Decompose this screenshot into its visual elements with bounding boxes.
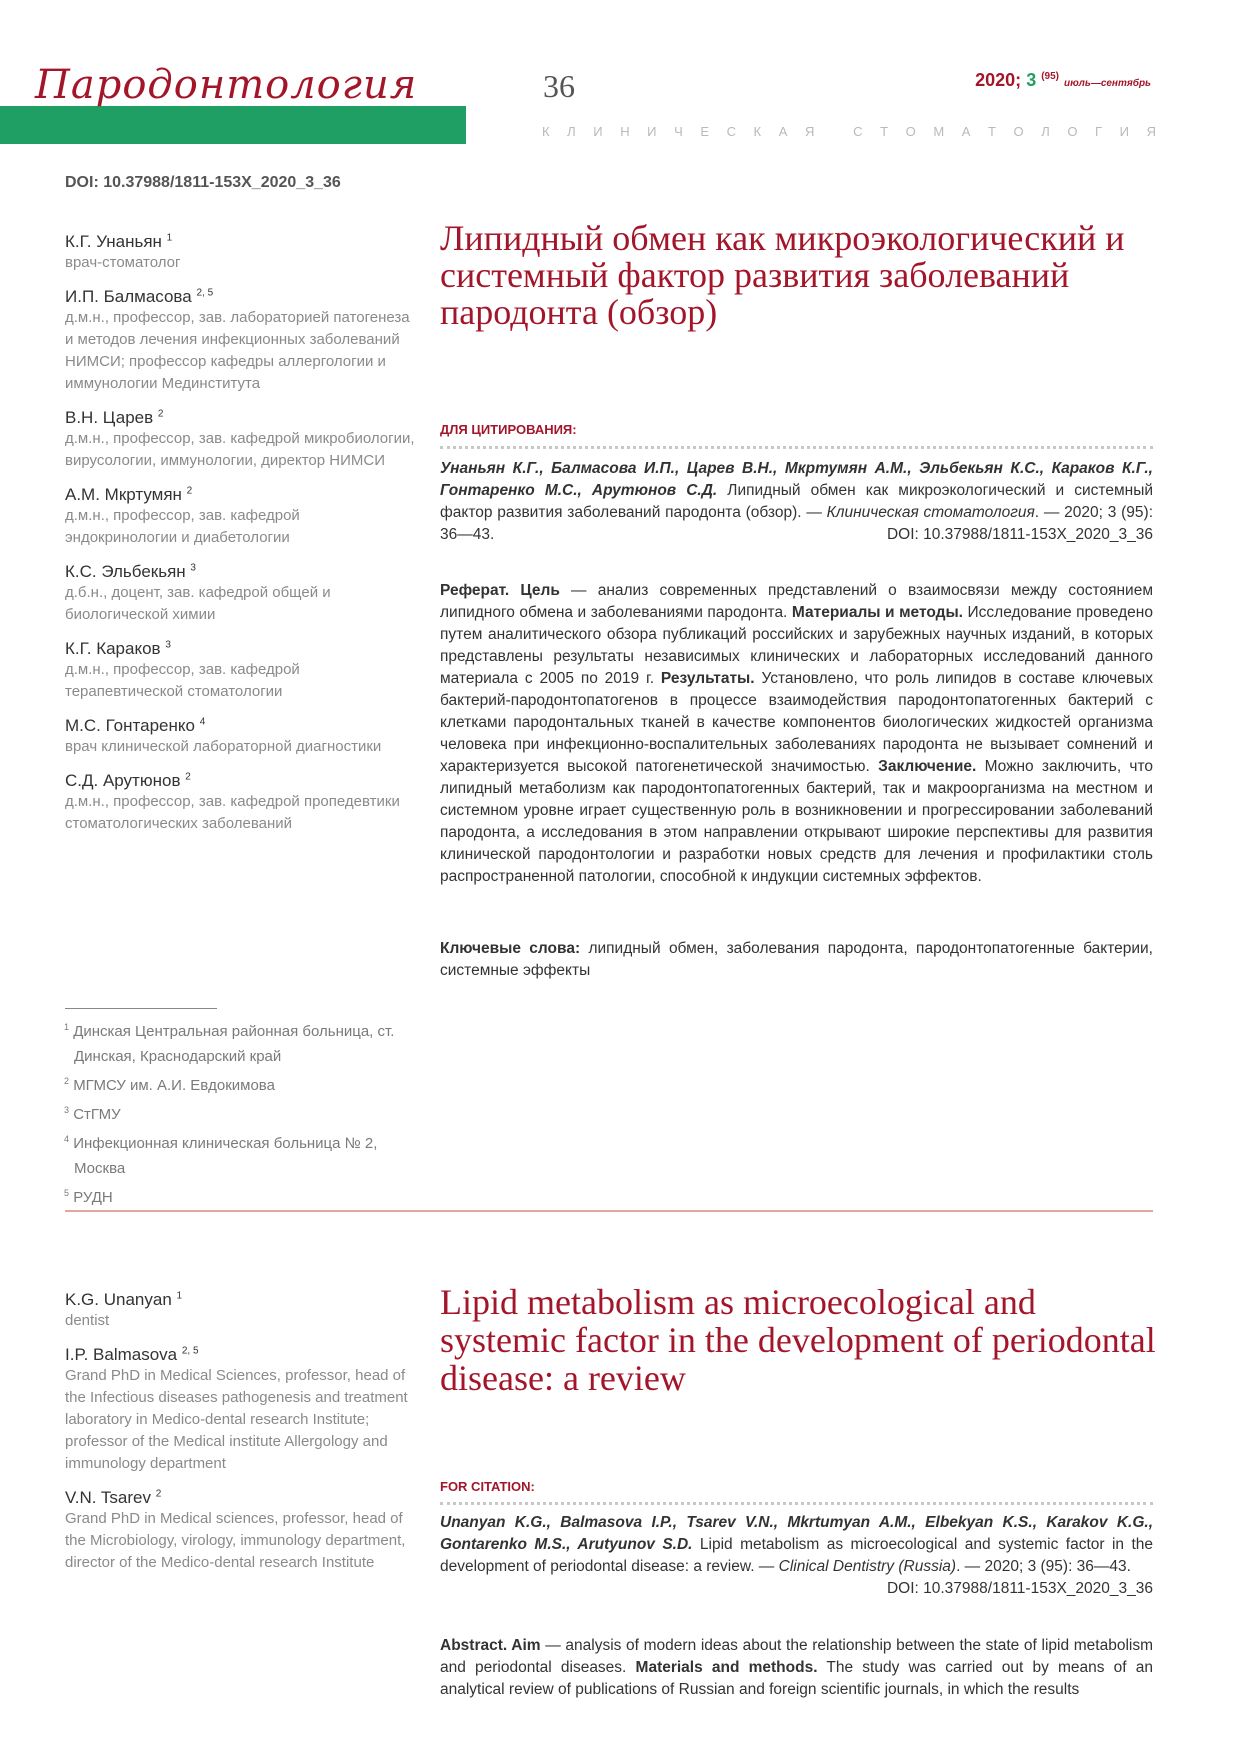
article-title-en: Lipid metabolism as microecological and systemic factor in the development of periodontal disease: a review (440, 1282, 1156, 1398)
affiliation-divider (65, 1008, 217, 1009)
affiliation-item (60, 1069, 420, 1098)
journal-name-letter: Ч (674, 124, 683, 139)
en-author-list (65, 1290, 415, 1587)
affiliation-list (60, 1015, 420, 1210)
affiliation-item (60, 1181, 420, 1210)
affiliation-item (60, 1127, 420, 1181)
journal-name-letter: Л (567, 124, 576, 139)
author-affiliation-sup: 2 (155, 1488, 162, 1500)
citation-title: Липидный обмен как микроэкологический и системный фактор развития заболеваний пародонта (обзор). — (440, 482, 1153, 521)
author-entry (65, 1290, 415, 1332)
author-name-text: С.Д. Арутюнов (65, 771, 181, 790)
author-entry (65, 1345, 415, 1475)
author-name-text: I.P. Balmasova (65, 1345, 178, 1364)
abstract-ru (440, 580, 1153, 888)
journal-name-letter: И (647, 124, 657, 139)
journal-name-letter: Т (988, 124, 996, 139)
author-affiliation-sup: 2, 5 (181, 1345, 199, 1357)
citation-authors: Унаньян К.Г., Балмасова И.П., Царев В.Н., Мкртумян А.М., Эльбекьян К.С., Караков К.Г., Гонтаренко М.С., Арутюнов С.Д. (440, 460, 1153, 499)
journal-name-letter: С (853, 124, 863, 139)
article-doi: DOI: 10.37988/1811-153X_2020_3_36 (65, 174, 341, 191)
affiliation-text: Динская Центральная районная больница, ст. Динская, Краснодарский край (73, 1023, 395, 1065)
author-name (65, 287, 415, 307)
affiliation-item (60, 1015, 420, 1069)
author-name-text: М.С. Гонтаренко (65, 716, 195, 735)
abstract-methods-label: Материалы и методы. (791, 604, 963, 621)
affiliation-sup: 4 (64, 1134, 70, 1144)
journal-name-letter: Л (1041, 124, 1050, 139)
journal-name-letter: О (905, 124, 916, 139)
cite-label-en: FOR CITATION: (440, 1479, 535, 1494)
abstract-results: Установлено, что роль липидов в составе ключевых бактерий-пародонтопатогенов в процессе взаимодействия пародонтопатогенных бактерий с клетками пародонтальных тканей в качестве компонентов биологических жидкостей организма человека при инфекционно-воспалительных заболеваниях пародонта не вызывает сомнений и характеризуется высокой патогенетической значимостью. (440, 670, 1153, 775)
abstract-aim-label: Abstract. Aim (440, 1637, 541, 1654)
author-affiliation-sup: 3 (165, 639, 171, 651)
author-role: Grand PhD in Medical sciences, professor, head of the Microbiology, virology, immunology department, director of the Medico-dental research Institute (65, 1510, 406, 1571)
affiliation-text: СтГМУ (73, 1106, 121, 1123)
author-affiliation-sup: 3 (190, 562, 196, 574)
affiliation-text: Инфекционная клиническая больница № 2, Москва (73, 1135, 378, 1177)
author-name (65, 1345, 415, 1365)
dotted-divider (440, 446, 1153, 449)
dotted-divider (440, 1502, 1153, 1505)
abstract-conclusion-label: Заключение. (878, 758, 977, 775)
journal-name-letter: Н (620, 124, 630, 139)
author-role: д.м.н., профессор, зав. кафедрой пропедевтики стоматологических заболеваний (65, 793, 400, 832)
journal-name-letter: Е (700, 124, 709, 139)
author-entry (65, 771, 415, 835)
page-number: 36 (543, 68, 575, 104)
author-name (65, 485, 415, 505)
journal-name-letter: Я (1146, 124, 1156, 139)
affiliation-item (60, 1098, 420, 1127)
author-affiliation-sup: 2 (157, 408, 164, 420)
author-name (65, 716, 415, 736)
keywords-ru (440, 938, 1153, 982)
author-entry (65, 562, 415, 626)
journal-name-letter: К (542, 124, 550, 139)
affiliation-sup: 1 (64, 1022, 70, 1032)
journal-name-letter: О (1013, 124, 1024, 139)
author-name (65, 232, 415, 252)
citation-doi: DOI: 10.37988/1811-153X_2020_3_36 (886, 526, 1153, 543)
keywords-label: Ключевые слова: (440, 940, 581, 957)
citation-tail: . — 2020; 3 (95): 36—43. (956, 1558, 1131, 1575)
author-name (65, 639, 415, 659)
author-affiliation-sup: 2, 5 (196, 287, 214, 299)
author-name-text: К.С. Эльбекьян (65, 562, 186, 581)
citation-journal: Clinical Dentistry (Russia) (778, 1558, 957, 1575)
author-role: д.м.н., профессор, зав. лабораторией патогенеза и методов лечения инфекционных заболеваний НИМСИ; профессор кафедры аллергологии и иммунологии Мединститута (65, 309, 410, 392)
affiliation-sup: 5 (64, 1188, 70, 1198)
author-role: д.м.н., профессор, зав. кафедрой терапевтической стоматологии (65, 661, 300, 700)
citation-title: Lipid metabolism as microecological and systemic factor in the development of periodontal disease: a review. — (440, 1536, 1153, 1575)
affiliation-sup: 2 (64, 1076, 70, 1086)
author-entry (65, 232, 415, 274)
author-name-text: V.N. Tsarev (65, 1488, 151, 1507)
author-role: д.м.н., профессор, зав. кафедрой микробиологии, вирусологии, иммунологии, директор НИМСИ (65, 430, 415, 469)
section-title: Пародонтология (35, 62, 418, 108)
affiliation-text: МГМСУ им. А.И. Евдокимова (73, 1077, 275, 1094)
issue-period: июль—сентябрь (1064, 78, 1151, 89)
abstract-aim: — analysis of modern ideas about the relationship between the state of lipid metabolism and periodontal diseases. (440, 1637, 1153, 1676)
issue-number: 3 (1026, 70, 1037, 90)
journal-name-letter: А (778, 124, 788, 139)
author-name-text: А.М. Мкртумян (65, 485, 182, 504)
author-entry (65, 287, 415, 395)
journal-name-letter: Г (1095, 124, 1103, 139)
author-affiliation-sup: 1 (176, 1290, 183, 1302)
author-name-text: В.Н. Царев (65, 408, 154, 427)
author-name (65, 1488, 415, 1508)
author-role: д.м.н., профессор, зав. кафедрой эндокринологии и диабетологии (65, 507, 300, 546)
issue-info (975, 70, 1151, 91)
author-entry (65, 716, 415, 758)
author-name (65, 408, 415, 428)
issue-total: (95) (1041, 71, 1060, 82)
abstract-conclusion: Можно заключить, что липидный метаболизм как пародонтопатогенных бактерий, так и макроорганизма на местном и системном уровне играет существенную роль в возникновении и прогрессировании заболеваний пародонта, а исследования в этом направлении открывают широкие перспективы для развития клинической пародонтологии и разработки новых средств для лечения и профилактики столь распространенной патологии, способной к индукции системных эффектов. (440, 758, 1153, 885)
journal-name-letter: Я (804, 124, 815, 139)
journal-name-letter: И (1119, 124, 1130, 139)
author-name-text: К.Г. Унаньян (65, 232, 162, 251)
abstract-results-label: Результаты. (660, 670, 755, 687)
author-entry (65, 1488, 415, 1574)
author-name (65, 1290, 415, 1310)
article-title-ru: Липидный обмен как микроэкологический и системный фактор развития заболеваний пародонта (обзор) (440, 218, 1125, 332)
citation-doi: DOI: 10.37988/1811-153X_2020_3_36 (886, 1580, 1153, 1597)
journal-name-letter (832, 124, 836, 139)
keywords: липидный обмен, заболевания пародонта, пародонтопатогенные бактерии, системные эффекты (440, 940, 1153, 979)
author-entry (65, 639, 415, 703)
journal-name-letter: О (1067, 124, 1078, 139)
issue-year: 2020; (975, 70, 1022, 90)
citation-tail: . — 2020; 3 (95): 36—43. (440, 504, 1153, 543)
journal-name-letter: А (961, 124, 971, 139)
abstract-en (440, 1635, 1153, 1701)
author-entry (65, 408, 415, 472)
citation-authors: Unanyan K.G., Balmasova I.P., Tsarev V.N., Mkrtumyan A.M., Elbekyan K.S., Karakov K.G., Gontarenko M.S., Arutyunov S.D. (440, 1514, 1153, 1553)
journal-name-letter: И (593, 124, 603, 139)
citation-en (440, 1512, 1153, 1600)
section-color-bar (0, 106, 466, 144)
journal-name-letter: К (753, 124, 762, 139)
journal-name-letter: М (933, 124, 945, 139)
author-affiliation-sup: 1 (166, 232, 173, 244)
author-name (65, 562, 415, 582)
author-name (65, 771, 415, 791)
abstract-methods: Исследование проведено путем аналитического обзора публикаций российских и зарубежных научных изданий, в которых представлены результаты независимых клинических и лабораторных исследований данного материала с 2005 по 2019 г. (440, 604, 1153, 687)
author-role: д.б.н., доцент, зав. кафедрой общей и биологической химии (65, 584, 331, 623)
author-name-text: K.G. Unanyan (65, 1290, 172, 1309)
journal-name-letter: С (726, 124, 736, 139)
abstract-methods: The study was carried out by means of an analytical review of publications of Russian and foreign scientific journals, in which the results (440, 1659, 1153, 1698)
cite-label-ru: ДЛЯ ЦИТИРОВАНИЯ: (440, 422, 577, 437)
author-role: врач-стоматолог (65, 254, 181, 271)
journal-name-letter: Т (880, 124, 889, 139)
author-affiliation-sup: 4 (199, 716, 206, 728)
abstract-methods-label: Materials and methods. (635, 1659, 818, 1676)
author-role: dentist (65, 1312, 110, 1329)
affiliation-text: РУДН (73, 1189, 113, 1206)
author-role: врач клинической лабораторной диагностики (65, 738, 382, 755)
author-role: Grand PhD in Medical Sciences, professor, head of the Infectious diseases pathogenesis and treatment laboratory in Medico-dental research Institute; professor of the Medical institute Allergology and immunology department (65, 1367, 408, 1472)
author-entry (65, 485, 415, 549)
section-divider (65, 1210, 1153, 1212)
author-name-text: И.П. Балмасова (65, 287, 192, 306)
citation-journal: Клиническая стоматология (826, 504, 1035, 521)
abstract-aim: — анализ современных представлений о взаимосвязи между состоянием липидного обмена и заболеваниями пародонта. (440, 582, 1153, 621)
citation-ru (440, 458, 1153, 546)
author-affiliation-sup: 2 (186, 485, 193, 497)
author-name-text: К.Г. Караков (65, 639, 161, 658)
journal-name (542, 124, 1156, 139)
abstract-aim-label: Реферат. Цель (440, 582, 560, 599)
author-affiliation-sup: 2 (185, 771, 191, 783)
affiliation-sup: 3 (64, 1105, 70, 1115)
ru-author-list (65, 232, 415, 848)
